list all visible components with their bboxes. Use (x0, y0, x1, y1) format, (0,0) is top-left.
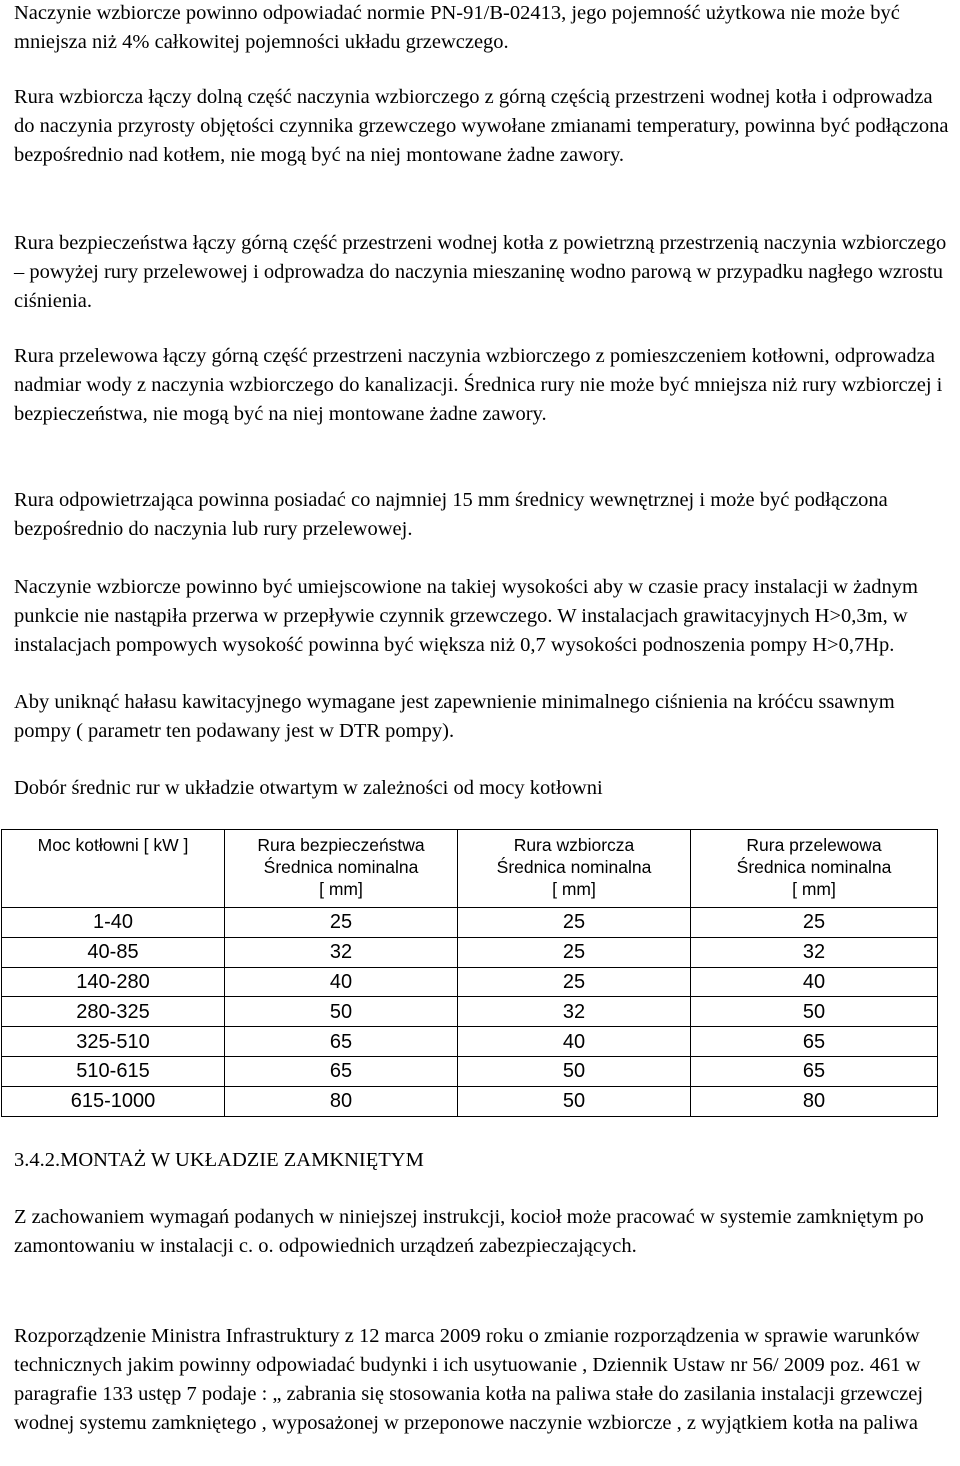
table-row (2, 997, 938, 1027)
header-line: Moc kotłowni [ kW ] (37, 835, 189, 855)
header-line: Rura wzbiorcza (513, 835, 635, 855)
paragraph-expansion-pipe: Rura wzbiorcza łączy dolną część naczynia wzbiorczego z górną częścią przestrzeni wodnej kotła i odprowadza do naczynia przyrosty objętości czynnika grzewczego wywołane zmianami temperatury, powinna być podłączona bezpośrednio nad kotłem, nie mogą być na niej montowane żadne zawory. (14, 86, 949, 166)
paragraph-cavitation: Aby uniknąć hałasu kawitacyjnego wymagane jest zapewnienie minimalnego ciśnienia na króćcu ssawnym pompy ( parametr ten podawany jest w DTR pompy). (14, 691, 895, 742)
header-line: [ mm] (552, 879, 596, 899)
table-cell: 40 (458, 1027, 691, 1057)
table-cell: 25 (691, 908, 938, 938)
header-boiler-power (2, 830, 225, 908)
table-cell: 40 (225, 967, 458, 997)
paragraph-closed-system: Z zachowaniem wymagań podanych w niniejszej instrukcji, kocioł może pracować w systemie zamkniętym po zamontowaniu w instalacji c. o. odpowiednich urządzeń zabezpieczających. (14, 1206, 924, 1257)
header-line: [ mm] (792, 879, 836, 899)
header-line: Rura bezpieczeństwa (257, 835, 425, 855)
table-cell: 25 (458, 967, 691, 997)
table-header-row (2, 830, 938, 908)
table-cell: 80 (225, 1086, 458, 1116)
table-cell: 510-615 (2, 1056, 225, 1086)
table-cell: 50 (691, 997, 938, 1027)
table-row (2, 937, 938, 967)
table-row (2, 1027, 938, 1057)
paragraph-regulation: Rozporządzenie Ministra Infrastruktury z 12 marca 2009 roku o zmianie rozporządzenia w sprawie warunków technicznych jakim powinny odpowiadać budynki i ich usytuowanie , Dziennik Ustaw nr 56/ 2009 poz. 461 w paragrafie 133 ustęp 7 podaje : „ zabrania się stosowania kotła na paliwa stałe do zasilania instalacji grzewczej wodnej systemu zamkniętego , wyposażonej w przeponowe naczynie wzbiorcze , z wyjątkiem kotła na paliwa (14, 1325, 924, 1434)
table-cell: 80 (691, 1086, 938, 1116)
header-expansion-pipe (458, 830, 691, 908)
paragraph-overflow-pipe: Rura przelewowa łączy górną część przestrzeni naczynia wzbiorczego z pomieszczeniem kotłowni, odprowadza nadmiar wody z naczynia wzbiorczego do kanalizacji. Średnica rury nie może być mniejsza niż rury wzbiorczej i bezpieczeństwa, nie mogą być na niej montowane żadne zawory. (14, 345, 943, 425)
table-cell: 65 (691, 1056, 938, 1086)
paragraph-vent-pipe: Rura odpowietrzająca powinna posiadać co najmniej 15 mm średnicy wewnętrznej i może być podłączona bezpośrednio do naczynia lub rury przelewowej. (14, 489, 888, 540)
table-cell: 1-40 (2, 908, 225, 938)
table-cell: 32 (225, 937, 458, 967)
table-title: Dobór średnic rur w układzie otwartym w zależności od mocy kotłowni (14, 777, 603, 799)
table-cell: 40 (691, 967, 938, 997)
table-cell: 32 (691, 937, 938, 967)
paragraph-vessel-height: Naczynie wzbiorcze powinno być umiejscowione na takiej wysokości aby w czasie pracy instalacji w żadnym punkcie nie nastąpiła przerwa w przepływie czynnik grzewczego. W instalacjach grawitacyjnych H>0,3m, w instalacjach pompowych wysokość powinna być większa niż 0,7 wysokości podnoszenia pompy H>0,7Hp. (14, 576, 918, 656)
table-row (2, 908, 938, 938)
table-cell: 40-85 (2, 937, 225, 967)
table-cell: 50 (458, 1056, 691, 1086)
header-line: [ mm] (319, 879, 363, 899)
paragraph-capacity: Naczynie wzbiorcze powinno odpowiadać normie PN-91/B-02413, jego pojemność użytkowa nie może być mniejsza niż 4% całkowitej pojemności układu grzewczego. (14, 2, 900, 53)
table-cell: 50 (225, 997, 458, 1027)
table-cell: 280-325 (2, 997, 225, 1027)
table-cell: 32 (458, 997, 691, 1027)
table-row (2, 1086, 938, 1116)
table-cell: 65 (225, 1027, 458, 1057)
pipe-diameter-table (1, 829, 938, 1117)
table-cell: 140-280 (2, 967, 225, 997)
header-line: Rura przelewowa (746, 835, 882, 855)
header-safety-pipe (225, 830, 458, 908)
header-overflow-pipe (691, 830, 938, 908)
table-cell: 65 (225, 1056, 458, 1086)
header-line: Średnica nominalna (263, 857, 419, 877)
table-cell: 25 (458, 908, 691, 938)
section-heading: 3.4.2.MONTAŻ W UKŁADZIE ZAMKNIĘTYM (14, 1149, 424, 1171)
table-cell: 325-510 (2, 1027, 225, 1057)
table-cell: 50 (458, 1086, 691, 1116)
table-cell: 65 (691, 1027, 938, 1057)
table-row (2, 1056, 938, 1086)
table-cell: 25 (225, 908, 458, 938)
table-cell: 615-1000 (2, 1086, 225, 1116)
table-cell: 25 (458, 937, 691, 967)
header-line: Średnica nominalna (736, 857, 892, 877)
header-line: Średnica nominalna (496, 857, 652, 877)
table-row (2, 967, 938, 997)
paragraph-safety-pipe: Rura bezpieczeństwa łączy górną część przestrzeni wodnej kotła z powietrzną przestrzenią naczynia wzbiorczego – powyżej rury przelewowej i odprowadza do naczynia mieszaninę wodno parową w przypadku nagłego wzrostu ciśnienia. (14, 232, 947, 312)
